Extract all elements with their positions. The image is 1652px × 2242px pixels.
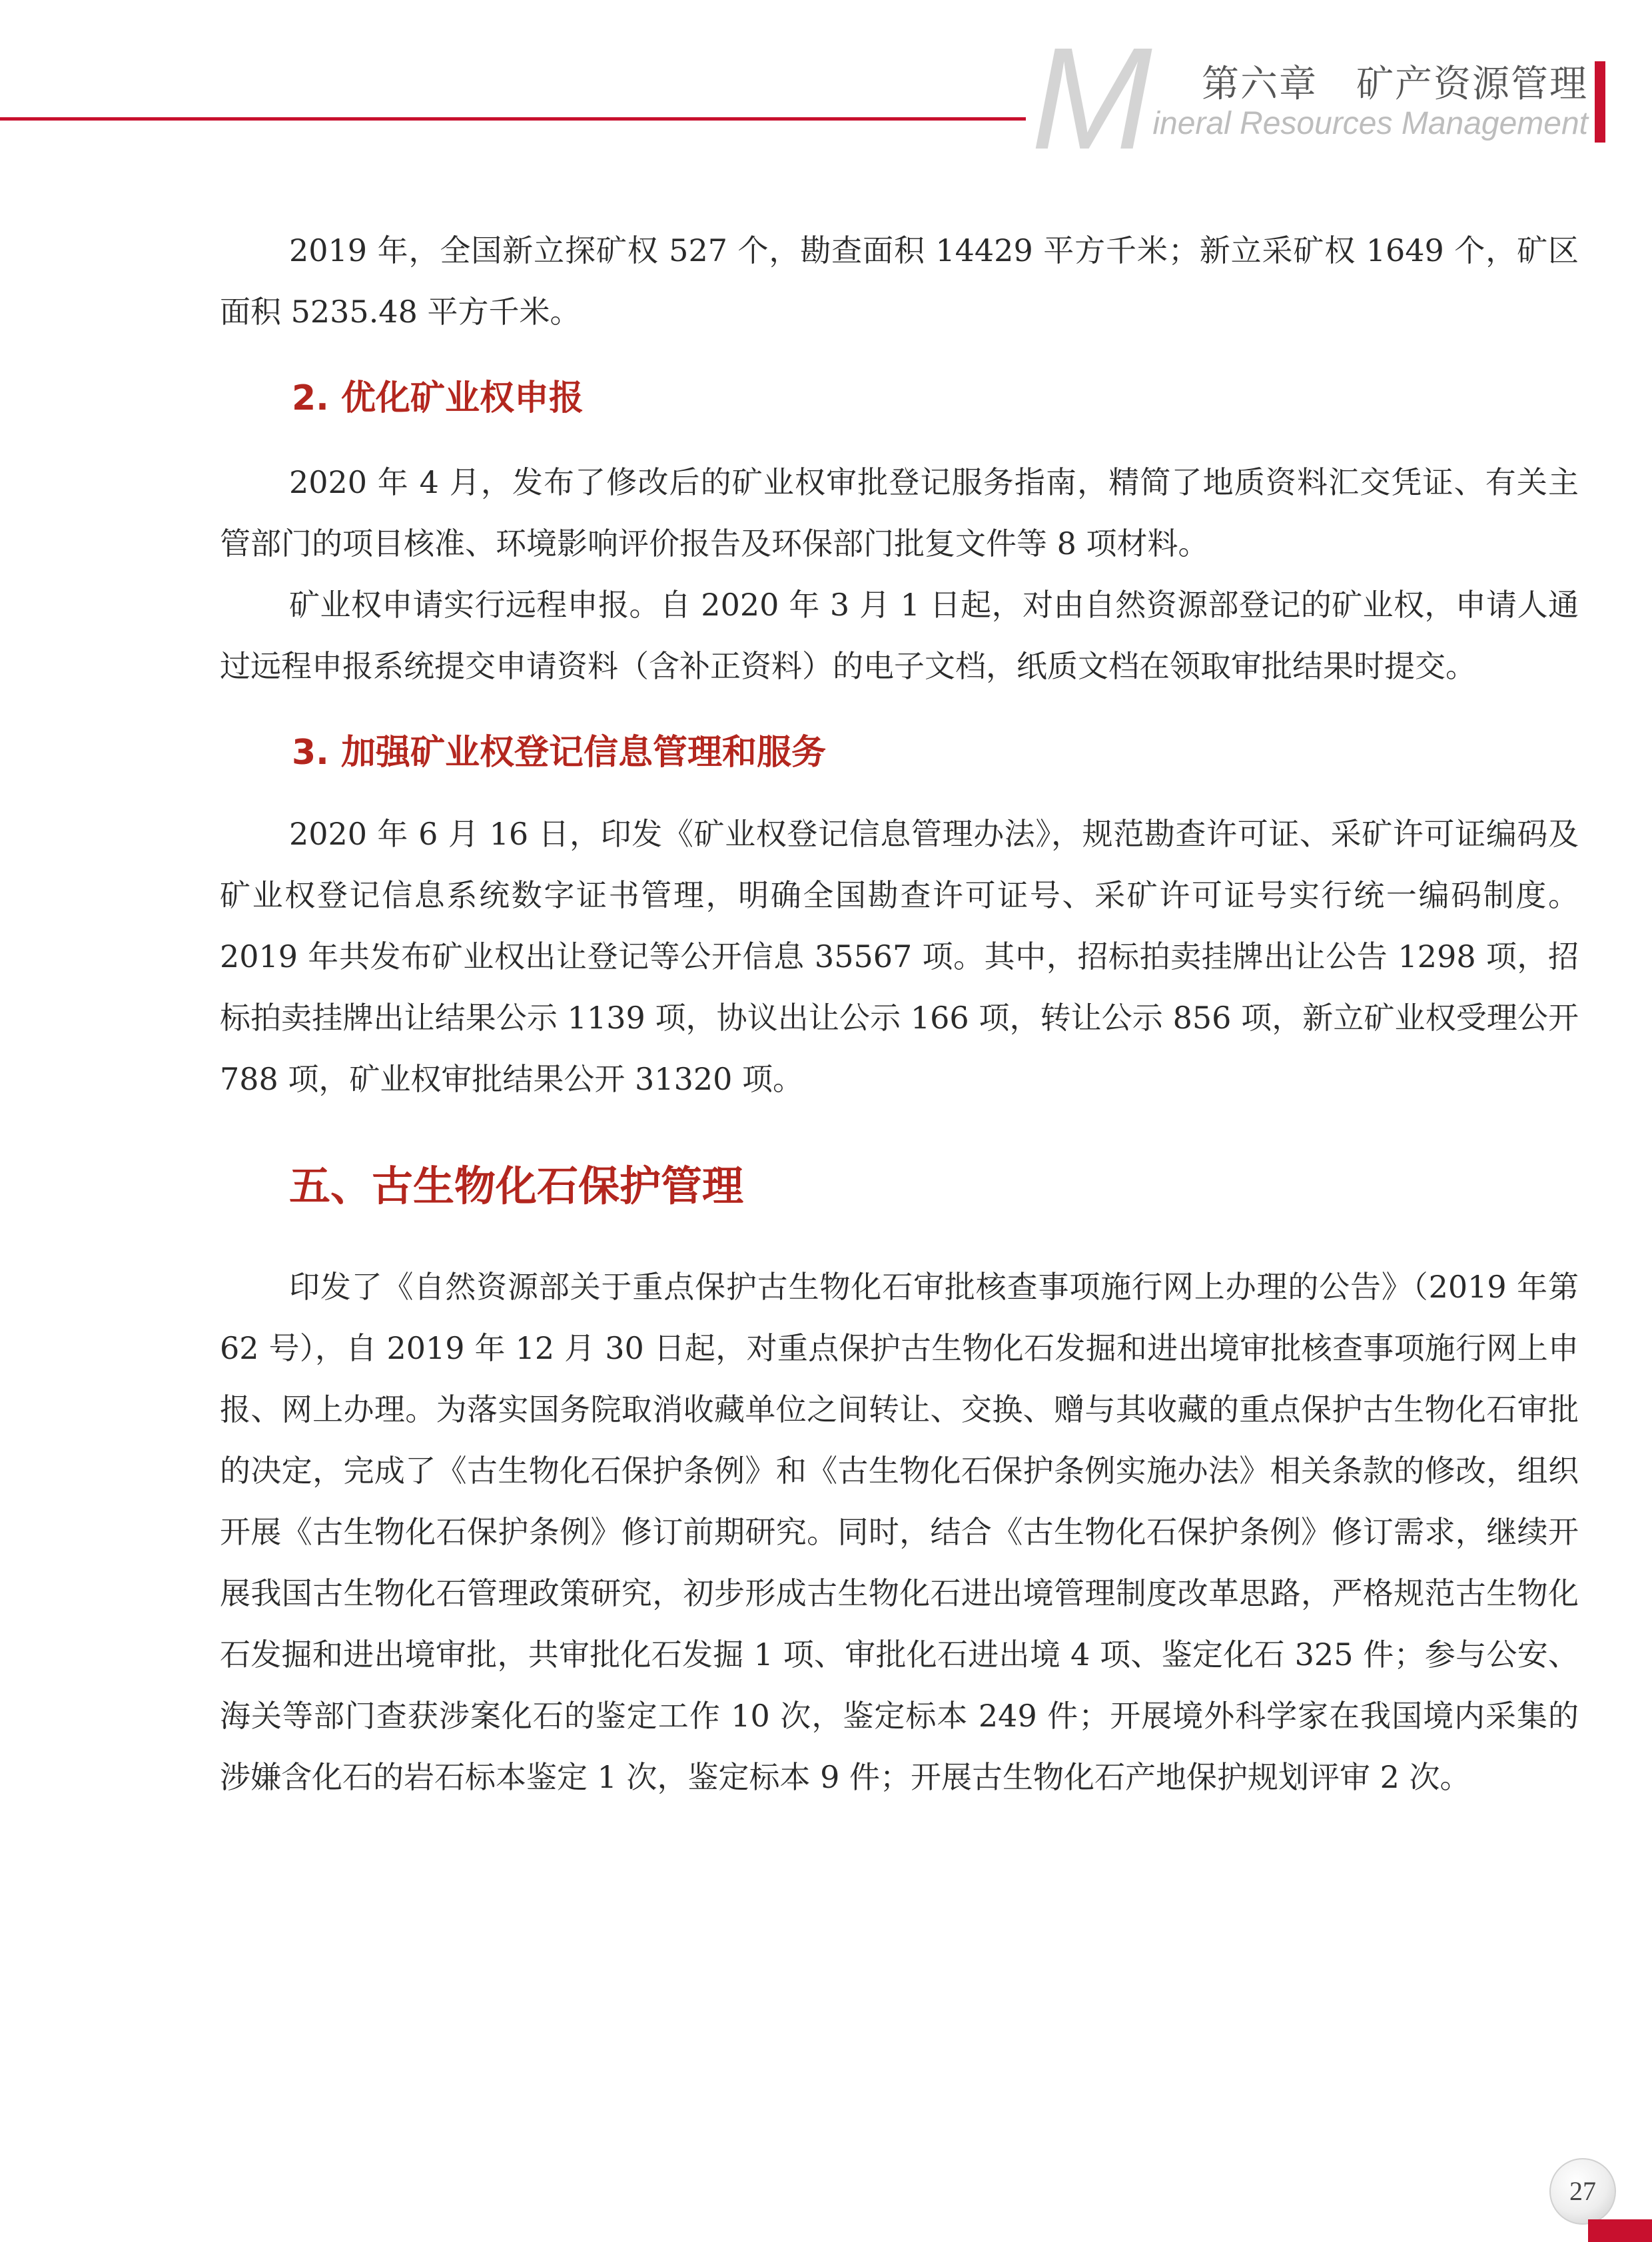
page-number-badge — [1549, 2158, 1616, 2225]
page-number: 27 — [1569, 2176, 1596, 2206]
subsection-heading-3: 3. 加强矿业权登记信息管理和服务 — [292, 733, 827, 773]
paragraph-5: 印发了《自然资源部关于重点保护古生物化石审批核查事项施行网上办理的公告》（2019 年第 62 号），自 2019 年 12 月 30 日起，对重点保护古生物化石发掘和进出境审批核查事项施行网上申报、网上办理。为落实国务院取消收藏单位之间转让、交换、赠与其收藏的重点保护古生物化石审批的决定，完成了《古生物化石保护条例》和《古生物化石保护条例实施办法》相关条款的修改，组织开展《古生物化石保护条例》修订前期研究。同时，结合《古生物化石保护条例》修订需求，继续开展我国古生物化石管理政策研究，初步形成古生物化石进出境管理制度改革思路，严格规范古生物化石发掘和进出境审批，共审批化石发掘 1 项、审批化石进出境 4 项、鉴定化石 325 件；参与公安、海关等部门查获涉案化石的鉴定工作 10 次，鉴定标本 249 件；开展境外科学家在我国境内采集的涉嫌含化石的岩石标本鉴定 1 次，鉴定标本 9 件；开展古生物化石产地保护规划评审 2 次。 — [220, 1269, 1579, 1795]
header-accent-bar — [1595, 61, 1605, 143]
paragraph-intro: 2019 年，全国新立探矿权 527 个，勘查面积 14429 平方千米；新立采矿权 1649 个，矿区面积 5235.48 平方千米。 — [220, 232, 1579, 330]
chapter-title: 第六章 矿产资源管理 — [1202, 63, 1588, 106]
page-content — [220, 220, 1579, 1808]
header-decorative-letter: M — [1031, 18, 1152, 180]
page-corner-accent — [1588, 2219, 1652, 2242]
chapter-title-english: ineral Resources Management — [1152, 106, 1588, 141]
paragraph-2b: 矿业权申请实行远程申报。自 2020 年 3 月 1 日起，对由自然资源部登记的矿业权，申请人通过远程申报系统提交申请资料（含补正资料）的电子文档，纸质文档在领取审批结果时提交。 — [220, 587, 1579, 684]
section-heading-5: 五、古生物化石保护管理 — [289, 1162, 744, 1210]
header-rule — [0, 117, 1026, 121]
paragraph-3: 2020 年 6 月 16 日，印发《矿业权登记信息管理办法》，规范勘查许可证、采矿许可证编码及矿业权登记信息系统数字证书管理，明确全国勘查许可证号、采矿许可证号实行统一编码制度。2019 年共发布矿业权出让登记等公开信息 35567 项。其中，招标拍卖挂牌出让公告 1298 项，招标拍卖挂牌出让结果公示 1139 项，协议出让公示 166 项，转让公示 856 项，新立矿业权受理公开 788 项，矿业权审批结果公开 31320 项。 — [220, 816, 1579, 1097]
subsection-heading-2: 2. 优化矿业权申报 — [292, 378, 584, 418]
paragraph-2a: 2020 年 4 月，发布了修改后的矿业权审批登记服务指南，精简了地质资料汇交凭证、有关主管部门的项目核准、环境影响评价报告及环保部门批复文件等 8 项材料。 — [220, 464, 1579, 561]
